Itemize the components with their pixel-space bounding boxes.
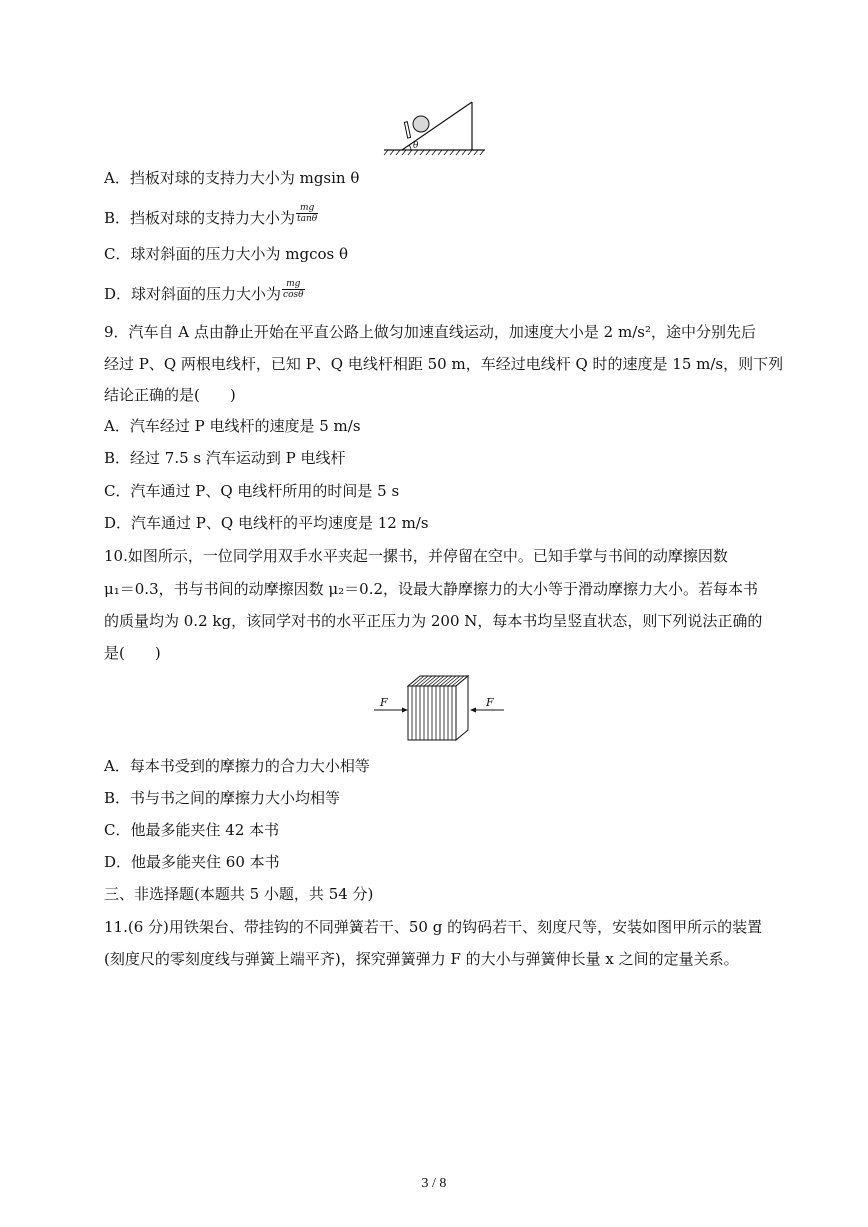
fraction-denominator: tanθ [297, 213, 318, 224]
q10-option-a: A．每本书受到的摩擦力的合力大小相等 [104, 757, 370, 775]
page-number: 3 / 8 [421, 1176, 447, 1191]
q9-option-b: B．经过 7.5 s 汽车运动到 P 电线杆 [104, 449, 346, 467]
q9-option-c: C．汽车通过 P、Q 电线杆所用的时间是 5 s [104, 482, 400, 500]
book-stack-figure [370, 672, 510, 748]
fraction [296, 203, 318, 224]
q8-option-d-prefix: D．球对斜面的压力大小为 [104, 285, 282, 303]
q9-stem-line3: 结论正确的是( ) [104, 386, 236, 404]
q8-option-b-prefix: B．挡板对球的支持力大小为 [104, 209, 296, 227]
q10-stem-line2: μ₁＝0.3，书与书间的动摩擦因数 μ₂＝0.2，设最大静摩擦力的大小等于滑动摩擦力大小。若每本书 [104, 580, 759, 598]
q10-option-b: B．书与书之间的摩擦力大小均相等 [104, 789, 341, 807]
force-right-label: F [486, 696, 494, 709]
q8-option-b [104, 202, 318, 230]
q11-line1: 11.(6 分)用铁架台、带挂钩的不同弹簧若干、50 g 的钩码若干、刻度尺等，安装如图甲所示的装置 [104, 918, 763, 936]
q10-stem-line4: 是( ) [104, 644, 161, 662]
q10-stem-line3: 的质量均为 0.2 kg，该同学对书的水平正压力为 200 N，每本书均呈竖直状态，则下列说法正确的 [104, 612, 763, 630]
force-left-label: F [380, 696, 388, 709]
q10-stem-line1: 10.如图所示，一位同学用双手水平夹起一摞书，并停留在空中。已知手掌与书间的动摩擦因数 [104, 547, 728, 565]
fraction [282, 279, 305, 300]
angle-label: θ [413, 141, 419, 151]
q11-line2: (刻度尺的零刻度线与弹簧上端平齐)，探究弹簧弹力 F 的大小与弹簧伸长量 x 之间的定量关系。 [104, 950, 739, 968]
q10-option-c: C．他最多能夹住 42 本书 [104, 821, 280, 839]
q10-option-d: D．他最多能夹住 60 本书 [104, 853, 280, 871]
q8-option-a: A．挡板对球的支持力大小为 mgsin θ [104, 169, 360, 187]
fraction-numerator: mg [282, 279, 305, 290]
q9-option-a: A．汽车经过 P 电线杆的速度是 5 m/s [104, 417, 361, 435]
q9-option-d: D．汽车通过 P、Q 电线杆的平均速度是 12 m/s [104, 514, 429, 532]
fraction-numerator: mg [296, 203, 318, 214]
q8-option-c: C．球对斜面的压力大小为 mgcos θ [104, 245, 349, 263]
section-heading: 三、非选择题(本题共 5 小题，共 54 分) [104, 885, 374, 903]
q8-option-d [104, 278, 305, 306]
fraction-denominator: cosθ [283, 289, 304, 300]
q9-stem-line2: 经过 P、Q 两根电线杆，已知 P、Q 电线杆相距 50 m，车经过电线杆 Q 时的速度是 15 m/s，则下列 [104, 355, 784, 373]
incline-figure [380, 100, 490, 160]
q9-stem-line1: 9．汽车自 A 点由静止开始在平直公路上做匀加速直线运动，加速度大小是 2 m/s²，途中分别先后 [104, 323, 756, 341]
